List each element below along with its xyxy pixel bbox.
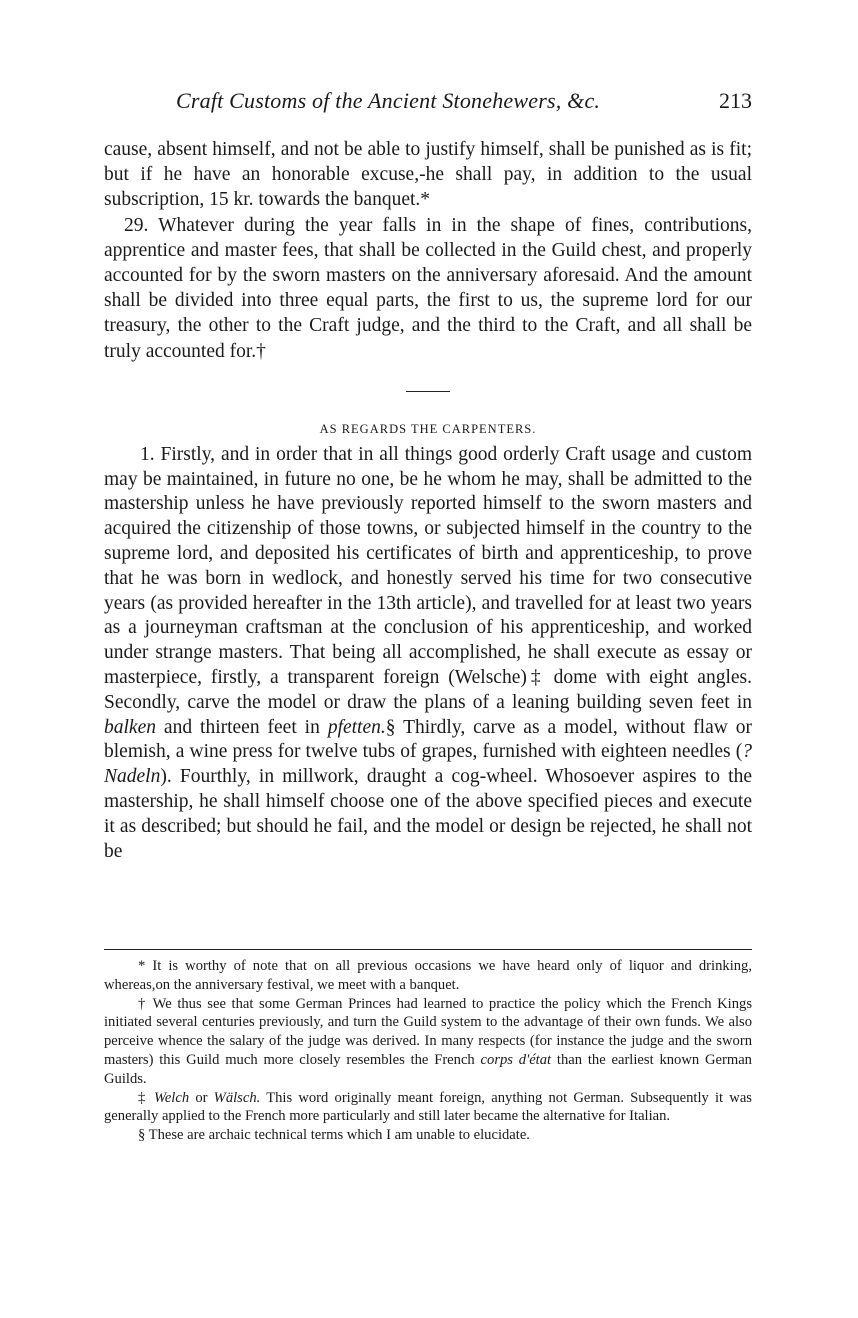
footnote-term-welch: Welch: [154, 1089, 190, 1106]
section-divider: [406, 391, 450, 392]
article-1-text-c: § Thirdly, carve as a model, without flaw or blemish, a wine press for twelve tubs of grapes, furnished with eighteen needles (: [104, 716, 753, 763]
article-1-text-b: and thirteen feet in: [155, 716, 328, 738]
article-1-term-balken: balken: [104, 716, 156, 738]
article-1-block: [104, 443, 752, 865]
footnotes: [104, 957, 752, 1145]
article-1: [104, 443, 752, 865]
footnote-dagger-term: corps d'état: [480, 1051, 552, 1068]
footnote-or: or: [189, 1089, 214, 1106]
running-head: [104, 88, 752, 118]
page-number: 213: [719, 88, 752, 113]
body-text: [104, 137, 752, 864]
footnote-dagger-text-a: † We thus see that some German Princes had learned to practice the policy which the French Kings initiated several centuries previously, and turn the Guild system to the advantage of their own funds. We also perceive whence the salary of the judge was derived. In many respects (for instance the judge and the sworn masters) this Guild much more closely resembles the French: [104, 995, 752, 1068]
section-heading: AS REGARDS THE CARPENTERS.: [319, 421, 537, 436]
footnote-double-dagger: [104, 1089, 752, 1127]
article-1-term-nadeln: ? Nadeln: [104, 741, 752, 788]
article-1-text-a: 1. Firstly, and in order that in all things good orderly Craft usage and custom may be maintained, in future no one, be he whom he may, shall be admitted to the mastership unless he have previously reported himself to the sworn masters and acquired the citizenship of those towns, or subjected himself in the country to the supreme lord, and deposited his certificates of birth and apprenticeship, to prove that he was born in wedlock, and honestly served his time for two consecutive years (as provided hereafter in the 13th article), and travelled for at least two years as a journeyman craftsman at the conclusion of his apprenticeship, and worked under strange masters. That being all accomplished, he shall execute as essay or masterpiece, firstly, a transparent foreign (Welsche)‡ dome with eight angles. Secondly, carve the model or draw the plans of a leaning building seven feet in: [104, 443, 752, 713]
article-1-term-pfetten: pfetten.: [327, 716, 386, 738]
footnote-asterisk: * It is worthy of note that on all previous occasions we have heard only of liquor and drinking, whereas,on the anniversary festival, we meet with a banquet.: [104, 958, 752, 993]
footnote-rule: [104, 949, 752, 950]
paragraph-continuation: cause, absent himself, and not be able to justify himself, shall be punished as is fit; but if he have an honorable excuse,-he shall pay, in addition to the usual subscription, 15 kr. towards the banquet.*: [104, 139, 752, 211]
footnote-double-dagger-marker: ‡: [138, 1089, 155, 1106]
footnote-dagger: [104, 995, 752, 1089]
footnote-term-walsch: Wälsch.: [213, 1089, 261, 1106]
paragraph-29: 29. Whatever during the year falls in in the shape of fines, contributions, apprentice and master fees, that shall be collected in the Guild chest, and properly accounted for by the sworn masters on the anniversary aforesaid. And the amount shall be divided into three equal parts, the first to us, the supreme lord for our treasury, the other to the Craft judge, and the third to the Craft, and all shall be truly accounted for.†: [104, 214, 752, 362]
footnote-section: § These are archaic technical terms which I am unable to elucidate.: [138, 1127, 530, 1144]
footnote-double-dagger-text: This word originally meant foreign, anything not German. Subsequently it was generally applied to the French more particularly and still later became the alternative for Italian.: [104, 1089, 752, 1125]
footnote-dagger-text-b: than the earliest known German Guilds.: [104, 1051, 752, 1087]
article-1-text-d: ). Fourthly, in millwork, draught a cog-wheel. Whosoever aspires to the mastership, he shall himself choose one of the above specified pieces and execute it as described; but should he fail, and the model or design be rejected, he shall not be: [104, 766, 752, 862]
running-title: Craft Customs of the Ancient Stonehewers, &c.: [176, 88, 601, 113]
